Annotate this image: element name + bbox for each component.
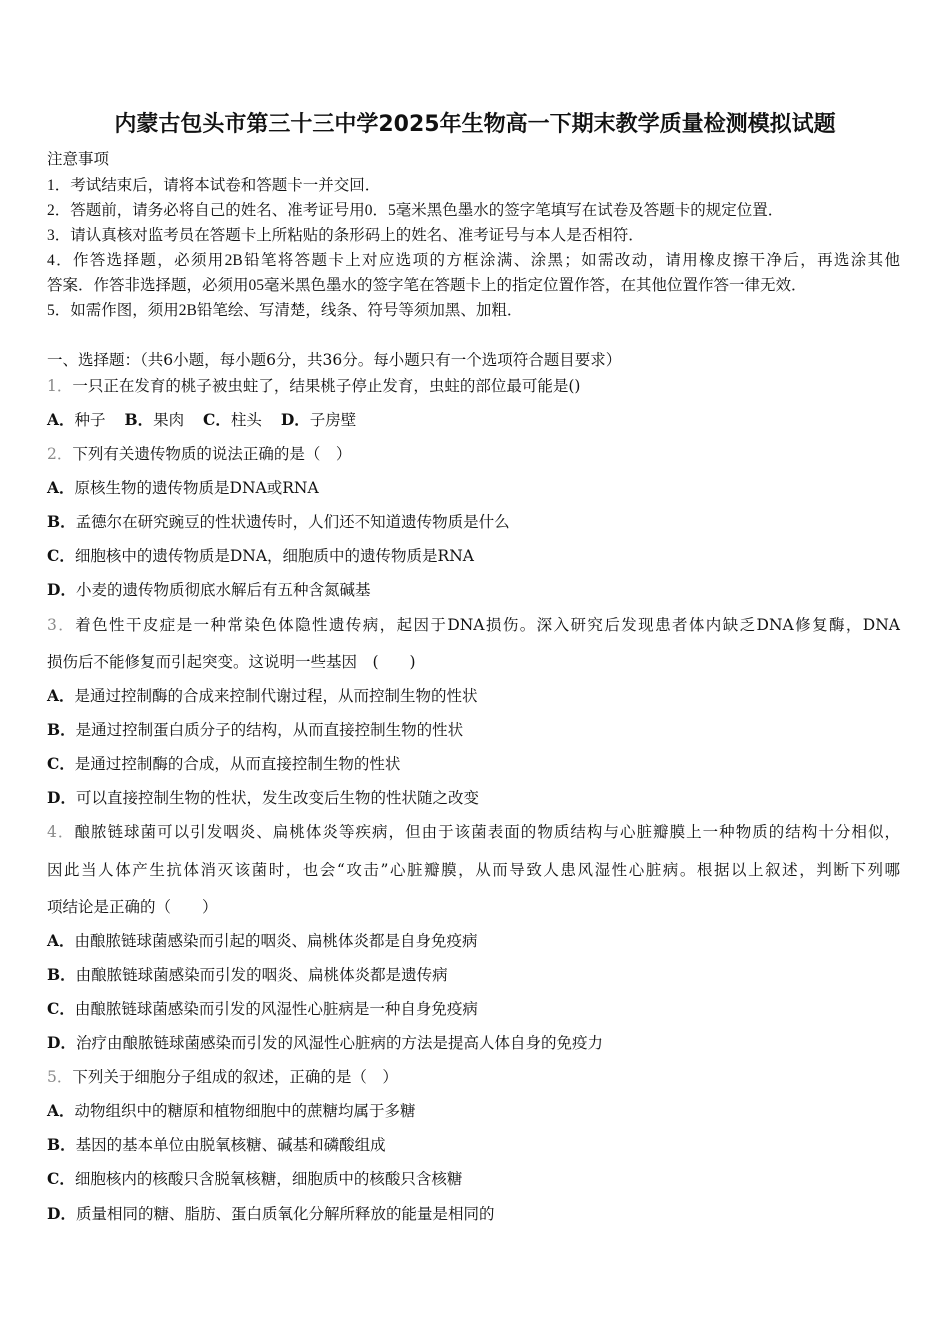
option-d (47, 1033, 900, 1053)
option-letter: A． (47, 410, 75, 429)
notice-item-text: 作答选择题，必须用2B铅笔将答题卡上对应选项的方框涂满、涂黑；如需改动，请用橡皮擦干净后，再选涂其他 (72, 252, 900, 269)
option-text: 治疗由酿脓链球菌感染而引发的风湿性心脏病的方法是提高人体自身的免疫力 (75, 1034, 603, 1052)
question-1 (47, 376, 900, 396)
notice-item-4-continued: 答案．作答非选择题，必须用05毫米黑色墨水的签字笔在答题卡上的指定位置作答，在其他位置作答一律无效． (47, 277, 807, 294)
question-3 (47, 615, 900, 635)
option-letter: C． (47, 546, 75, 565)
option-c (47, 1169, 900, 1189)
option-letter: C． (47, 754, 75, 773)
notice-item-number: 4． (47, 252, 73, 269)
option-d (47, 788, 900, 808)
option-a (47, 686, 900, 706)
question-stem: 下列有关遗传物质的说法正确的是（ ） (72, 445, 352, 463)
option-text: 是通过控制酶的合成来控制代谢过程，从而控制生物的性状 (74, 687, 478, 705)
question-number: 5． (47, 1068, 73, 1086)
option-text: 是通过控制蛋白质分子的结构，从而直接控制生物的性状 (75, 721, 464, 739)
option-text: 可以直接控制生物的性状，发生改变后生物的性状随之改变 (75, 789, 479, 807)
option-text: 柱头 (230, 411, 262, 429)
option-a (47, 411, 106, 429)
option-c (203, 411, 262, 429)
option-text: 孟德尔在研究豌豆的性状遗传时，人们还不知道遗传物质是什么 (75, 513, 510, 531)
notice-item-1 (47, 176, 900, 196)
option-b (124, 411, 184, 429)
question-stem: 着色性干皮症是一种常染色体隐性遗传病，起因于DNA损伤。深入研究后发现患者体内缺乏DNA修复酶，DNA (75, 616, 900, 634)
option-letter: A． (47, 1101, 75, 1120)
question-stem: 酿脓链球菌可以引发咽炎、扁桃体炎等疾病，但由于该菌表面的物质结构与心脏瓣膜上一种物质的结构十分相似， (74, 823, 900, 841)
option-letter: C． (47, 999, 75, 1018)
option-text: 基因的基本单位由脱氧核糖、碱基和磷酸组成 (75, 1136, 386, 1154)
option-letter: D． (280, 410, 310, 429)
notice-item-number: 5． (47, 302, 71, 319)
question-2 (47, 444, 900, 464)
question-4-continued: 因此当人体产生抗体消灭该菌时，也会“攻击”心脏瓣膜，从而导致人患风湿性心脏病。根据以上叙述，判断下列哪 (47, 861, 900, 879)
option-letter: D． (47, 1033, 76, 1052)
section-heading: 一、选择题：（共6小题，每小题6分，共36分。每小题只有一个选项符合题目要求） (47, 351, 622, 369)
notice-item-text: 答题前，请务必将自己的姓名、准考证号用0．5毫米黑色墨水的签字笔填写在试卷及答题卡的规定位置． (70, 202, 784, 219)
option-letter: B． (47, 512, 76, 531)
option-text: 是通过控制酶的合成，从而直接控制生物的性状 (74, 755, 401, 773)
option-b (47, 720, 900, 740)
question-stem: 下列关于细胞分子组成的叙述，正确的是（ ） (72, 1068, 398, 1086)
option-c (47, 546, 900, 566)
question-stem: 一只正在发育的桃子被虫蛀了，结果桃子停止发育，虫蛀的部位最可能是() (72, 377, 581, 395)
option-d (281, 411, 356, 429)
option-letter: B． (47, 965, 76, 984)
option-text: 动物组织中的糖原和植物细胞中的蔗糖均属于多糖 (74, 1102, 416, 1120)
option-d (47, 1204, 900, 1224)
option-text: 由酿脓链球菌感染而引起的咽炎、扁桃体炎都是自身免疫病 (74, 932, 478, 950)
notice-item-number: 2． (47, 202, 71, 219)
option-text: 细胞核内的核酸只含脱氧核糖，细胞质中的核酸只含核糖 (74, 1170, 463, 1188)
option-letter: A． (47, 478, 75, 497)
option-a (47, 478, 900, 498)
option-letter: D． (47, 1204, 76, 1223)
option-a (47, 1101, 900, 1121)
option-text: 质量相同的糖、脂肪、蛋白质氧化分解所释放的能量是相同的 (75, 1205, 495, 1223)
notice-item-4 (47, 251, 900, 271)
option-letter: A． (47, 931, 75, 950)
exam-title: 内蒙古包头市第三十三中学2025年生物高一下期末教学质量检测模拟试题 (114, 112, 836, 137)
option-text: 小麦的遗传物质彻底水解后有五种含氮碱基 (75, 581, 371, 599)
notice-item-5 (47, 301, 900, 321)
option-letter: B． (124, 410, 154, 429)
option-text: 由酿脓链球菌感染而引发的咽炎、扁桃体炎都是遗传病 (75, 966, 448, 984)
notice-item-text: 请认真核对监考员在答题卡上所粘贴的条形码上的姓名、准考证号与本人是否相符． (70, 227, 644, 244)
question-number: 1． (47, 377, 73, 395)
option-letter: B． (47, 1135, 76, 1154)
option-text: 原核生物的遗传物质是DNA或RNA (74, 479, 319, 497)
question-number: 3． (47, 616, 76, 634)
question-3-continued: 损伤后不能修复而引起突变。这说明一些基因 ( ) (47, 653, 416, 671)
option-letter: C． (203, 410, 231, 429)
option-d (47, 580, 900, 600)
option-text: 由酿脓链球菌感染而引发的风湿性心脏病是一种自身免疫病 (74, 1000, 478, 1018)
notice-item-text: 如需作图，须用2B铅笔绘、写清楚，线条、符号等须加黑、加粗． (70, 302, 523, 319)
notice-item-text: 考试结束后，请将本试卷和答题卡一并交回． (70, 177, 381, 194)
notice-item-3 (47, 226, 900, 246)
option-text: 子房壁 (309, 411, 357, 429)
option-a (47, 931, 900, 951)
notice-item-2 (47, 201, 900, 221)
option-c (47, 754, 900, 774)
question-1-options (47, 410, 900, 430)
question-number: 2． (47, 445, 73, 463)
option-text: 果肉 (153, 411, 185, 429)
option-letter: C． (47, 1169, 75, 1188)
question-number: 4． (47, 823, 75, 841)
option-letter: A． (47, 686, 75, 705)
option-b (47, 965, 900, 985)
notice-item-number: 3． (47, 227, 71, 244)
question-5 (47, 1067, 900, 1087)
option-c (47, 999, 900, 1019)
option-letter: D． (47, 788, 76, 807)
notice-item-number: 1． (47, 177, 71, 194)
option-b (47, 512, 900, 532)
option-letter: B． (47, 720, 76, 739)
question-4-continued: 项结论是正确的（ ） (47, 898, 218, 916)
option-b (47, 1135, 900, 1155)
option-text: 种子 (74, 411, 106, 429)
notice-heading: 注意事项 (47, 151, 110, 168)
option-letter: D． (47, 580, 76, 599)
question-4 (47, 822, 900, 842)
option-text: 细胞核中的遗传物质是DNA，细胞质中的遗传物质是RNA (74, 547, 474, 565)
